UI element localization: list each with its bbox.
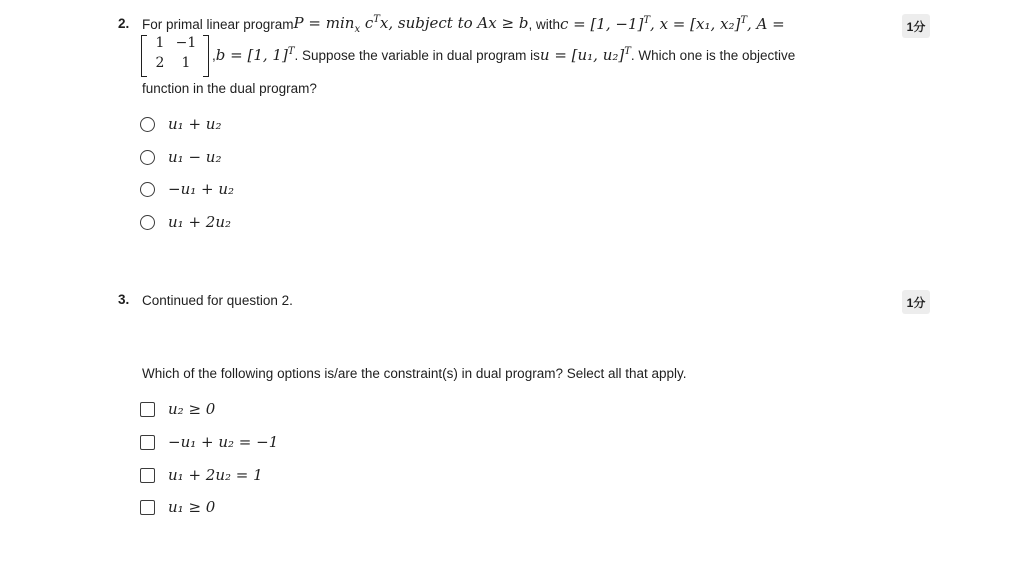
math-expression: $P = \min_x c^Tx$, subject to Ax ≥ b <box>293 13 529 35</box>
option-label: u₁ + 2u₂ = 1 <box>168 466 263 484</box>
radio-button[interactable] <box>140 117 155 132</box>
q3-option-4[interactable] <box>140 497 215 517</box>
question-3-text: Which of the following options is/are the constraint(s) in dual program? Select all that apply. <box>142 365 687 381</box>
matrix-cell: 2 <box>155 55 165 71</box>
matrix-right-bracket <box>203 35 209 77</box>
checkbox[interactable] <box>140 435 155 450</box>
question-2-number: 2. <box>118 16 130 31</box>
question-2-text: For primal linear program <box>142 16 294 32</box>
q3-option-2[interactable] <box>140 432 278 452</box>
question-2-text: function in the dual program? <box>142 80 317 96</box>
option-label: u₁ + u₂ <box>168 115 222 133</box>
question-3-number: 3. <box>118 292 130 307</box>
option-label: −u₁ + u₂ = −1 <box>168 433 279 451</box>
question-2-line-3 <box>142 78 317 98</box>
option-label: u₁ − u₂ <box>168 148 222 166</box>
matrix-cell: 1 <box>155 35 165 51</box>
math-expression: u = [u₁, u₂]$^T$ <box>539 46 631 64</box>
radio-button[interactable] <box>140 150 155 165</box>
question-2-text: , with <box>528 16 560 32</box>
q2-option-4[interactable] <box>140 212 231 232</box>
question-2-text: . Suppose the variable in dual program is <box>294 47 540 63</box>
option-label: −u₁ + u₂ <box>168 180 235 198</box>
option-label: u₁ ≥ 0 <box>168 498 216 516</box>
checkbox[interactable] <box>140 468 155 483</box>
question-2-text: , <box>212 47 216 63</box>
matrix-a <box>141 35 209 77</box>
q2-option-1[interactable] <box>140 114 221 134</box>
radio-button[interactable] <box>140 182 155 197</box>
question-2-line-1 <box>142 14 785 34</box>
q2-option-3[interactable] <box>140 179 234 199</box>
question-3-points-badge: 1分 <box>902 290 930 314</box>
math-expression: c = [1, −1]$^T$, x = [x₁, x₂]$^T$, A = <box>559 15 785 33</box>
matrix-cell: −1 <box>175 35 197 51</box>
q3-option-1[interactable] <box>140 399 215 419</box>
question-2-points-badge: 1分 <box>902 14 930 38</box>
q2-option-2[interactable] <box>140 147 221 167</box>
question-3-prompt <box>142 363 687 383</box>
question-3-text: Continued for question 2. <box>142 292 293 308</box>
question-2-text: . Which one is the objective <box>630 47 796 63</box>
matrix-cell: 1 <box>181 55 191 71</box>
radio-button[interactable] <box>140 215 155 230</box>
option-label: u₁ + 2u₂ <box>168 213 231 231</box>
checkbox[interactable] <box>140 500 155 515</box>
checkbox[interactable] <box>140 402 155 417</box>
question-3-intro <box>142 290 293 310</box>
q3-option-3[interactable] <box>140 465 263 485</box>
math-expression: b = [1, 1]$^T$ <box>215 46 295 64</box>
option-label: u₂ ≥ 0 <box>168 400 216 418</box>
question-2-line-2 <box>212 45 795 65</box>
